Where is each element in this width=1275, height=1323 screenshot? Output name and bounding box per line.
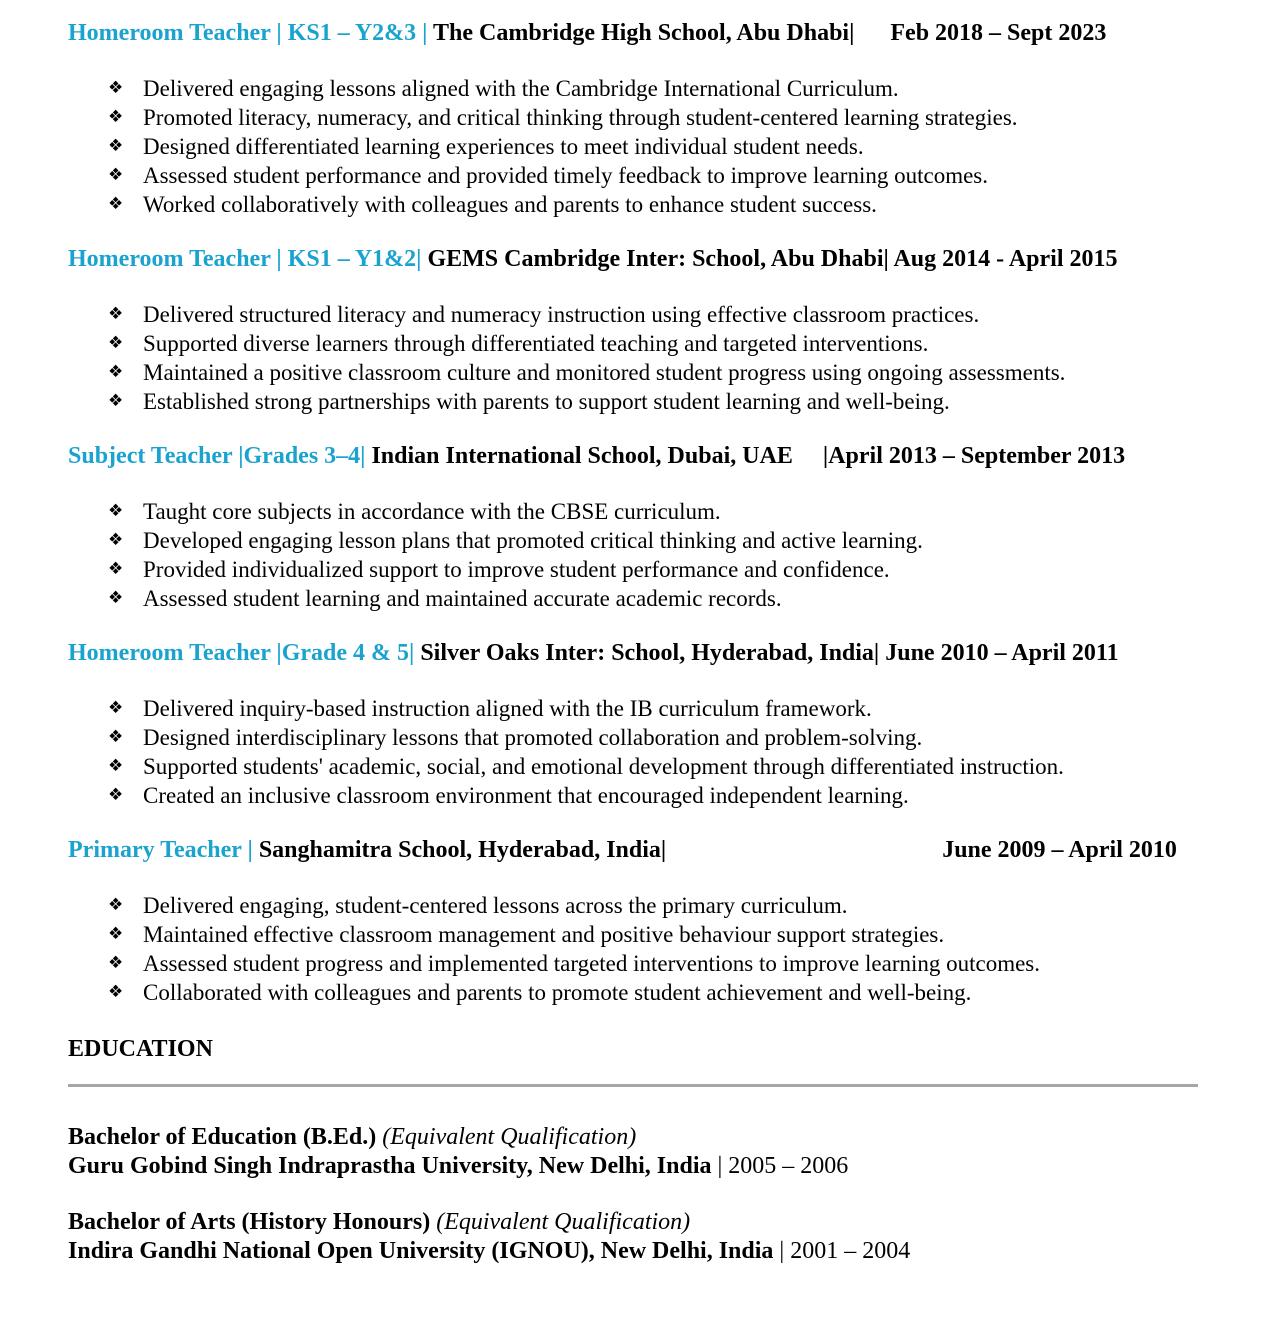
job-bullet-list <box>68 497 1208 613</box>
resume-page <box>68 18 1208 1266</box>
job-bullet-list <box>68 891 1208 1007</box>
diamond-bullet-icon: ❖ <box>108 304 124 324</box>
list-item: ❖ Assessed student performance and provided timely feedback to improve learning outcomes. <box>108 163 988 188</box>
diamond-bullet-icon: ❖ <box>108 982 124 1002</box>
diamond-bullet-icon: ❖ <box>108 727 124 747</box>
job-heading <box>68 244 1208 274</box>
list-item: ❖ Designed differentiated learning experiences to meet individual student needs. <box>108 134 864 159</box>
job-organization: Sanghamitra School, Hyderabad, India| <box>252 837 667 863</box>
diamond-bullet-icon: ❖ <box>108 530 124 550</box>
study-years: | 2005 – 2006 <box>711 1153 849 1179</box>
list-item: ❖ Promoted literacy, numeracy, and critical thinking through student-centered learning strategies. <box>108 105 1018 130</box>
degree-line <box>68 1123 1208 1152</box>
job-dates: Feb 2018 – Sept 2023 <box>890 20 1107 46</box>
education-entry <box>68 1208 1208 1266</box>
job-bullet-list <box>68 694 1208 810</box>
diamond-bullet-icon: ❖ <box>108 924 124 944</box>
list-item: ❖ Maintained a positive classroom culture and monitored student progress using ongoing assessments. <box>108 360 1066 385</box>
list-item: ❖ Supported diverse learners through differentiated teaching and targeted interventions. <box>108 331 929 356</box>
job-bullet-list <box>68 300 1208 416</box>
diamond-bullet-icon: ❖ <box>108 953 124 973</box>
diamond-bullet-icon: ❖ <box>108 333 124 353</box>
list-item: ❖ Assessed student progress and implemented targeted interventions to improve learning outcomes. <box>108 951 1041 976</box>
job-entry <box>68 18 1208 219</box>
diamond-bullet-icon: ❖ <box>108 785 124 805</box>
study-years: | 2001 – 2004 <box>773 1238 911 1264</box>
education-entry <box>68 1123 1208 1181</box>
job-role: Primary Teacher | <box>68 837 253 863</box>
job-dates: June 2010 – April 2011 <box>885 640 1119 666</box>
diamond-bullet-icon: ❖ <box>108 391 124 411</box>
job-entry <box>68 835 1208 1007</box>
degree-line <box>68 1208 1208 1237</box>
list-item: ❖ Established strong partnerships with parents to support student learning and well-being. <box>108 389 950 414</box>
job-bullet-list <box>68 74 1208 219</box>
diamond-bullet-icon: ❖ <box>108 756 124 776</box>
job-dates: Aug 2014 - April 2015 <box>893 246 1118 272</box>
list-item: ❖ Delivered engaging lessons aligned with the Cambridge International Curriculum. <box>108 76 899 101</box>
job-organization: The Cambridge High School, Abu Dhabi| <box>427 20 855 46</box>
institution-name: Indira Gandhi National Open University (IGNOU), New Delhi, India <box>68 1238 774 1264</box>
list-item: ❖ Maintained effective classroom management and positive behaviour support strategies. <box>108 922 945 947</box>
job-entry <box>68 638 1208 810</box>
job-organization: Silver Oaks Inter: School, Hyderabad, India| <box>414 640 880 666</box>
degree-title: Bachelor of Education (B.Ed.) <box>68 1124 377 1150</box>
diamond-bullet-icon: ❖ <box>108 559 124 579</box>
diamond-bullet-icon: ❖ <box>108 107 124 127</box>
job-entry <box>68 244 1208 416</box>
diamond-bullet-icon: ❖ <box>108 698 124 718</box>
section-divider <box>68 1084 1198 1087</box>
list-item: ❖ Assessed student learning and maintained accurate academic records. <box>108 586 782 611</box>
degree-note: (Equivalent Qualification) <box>382 1124 637 1150</box>
job-dates: |April 2013 – September 2013 <box>822 443 1126 469</box>
institution-line <box>68 1237 1208 1266</box>
job-role: Homeroom Teacher | KS1 – Y2&3 | <box>68 20 428 46</box>
education-heading: EDUCATION <box>68 1036 213 1062</box>
institution-name: Guru Gobind Singh Indraprastha University, New Delhi, India <box>68 1153 712 1179</box>
diamond-bullet-icon: ❖ <box>108 588 124 608</box>
list-item: ❖ Delivered structured literacy and numeracy instruction using effective classroom practices. <box>108 302 980 327</box>
job-spacer <box>793 443 823 469</box>
job-organization: Indian International School, Dubai, UAE <box>365 443 793 469</box>
degree-title: Bachelor of Arts (History Honours) <box>68 1209 431 1235</box>
list-item: ❖ Taught core subjects in accordance with the CBSE curriculum. <box>108 499 721 524</box>
diamond-bullet-icon: ❖ <box>108 895 124 915</box>
list-item: ❖ Worked collaboratively with colleagues and parents to enhance student success. <box>108 192 877 217</box>
list-item: ❖ Supported students' academic, social, and emotional development through differentiated instruction. <box>108 754 1064 779</box>
list-item: ❖ Provided individualized support to improve student performance and confidence. <box>108 557 890 582</box>
diamond-bullet-icon: ❖ <box>108 78 124 98</box>
job-dates: June 2009 – April 2010 <box>942 837 1177 863</box>
list-item: ❖ Collaborated with colleagues and parents to promote student achievement and well-being. <box>108 980 972 1005</box>
list-item: ❖ Developed engaging lesson plans that promoted critical thinking and active learning. <box>108 528 923 553</box>
diamond-bullet-icon: ❖ <box>108 136 124 156</box>
diamond-bullet-icon: ❖ <box>108 165 124 185</box>
list-item: ❖ Created an inclusive classroom environment that encouraged independent learning. <box>108 783 909 808</box>
job-entry <box>68 441 1208 613</box>
diamond-bullet-icon: ❖ <box>108 362 124 382</box>
job-role: Homeroom Teacher | KS1 – Y1&2| <box>68 246 422 272</box>
job-heading <box>68 441 1208 471</box>
diamond-bullet-icon: ❖ <box>108 194 124 214</box>
job-spacer <box>666 837 942 863</box>
job-organization: GEMS Cambridge Inter: School, Abu Dhabi| <box>421 246 889 272</box>
diamond-bullet-icon: ❖ <box>108 501 124 521</box>
list-item: ❖ Delivered inquiry-based instruction aligned with the IB curriculum framework. <box>108 696 872 721</box>
list-item: ❖ Delivered engaging, student-centered lessons across the primary curriculum. <box>108 893 848 918</box>
job-spacer <box>854 20 890 46</box>
list-item: ❖ Designed interdisciplinary lessons that promoted collaboration and problem-solving. <box>108 725 923 750</box>
job-role: Homeroom Teacher |Grade 4 & 5| <box>68 640 415 666</box>
job-heading <box>68 638 1208 668</box>
degree-note: (Equivalent Qualification) <box>436 1209 691 1235</box>
job-heading <box>68 835 1208 865</box>
institution-line <box>68 1152 1208 1181</box>
job-heading <box>68 18 1208 48</box>
job-role: Subject Teacher |Grades 3–4| <box>68 443 366 469</box>
